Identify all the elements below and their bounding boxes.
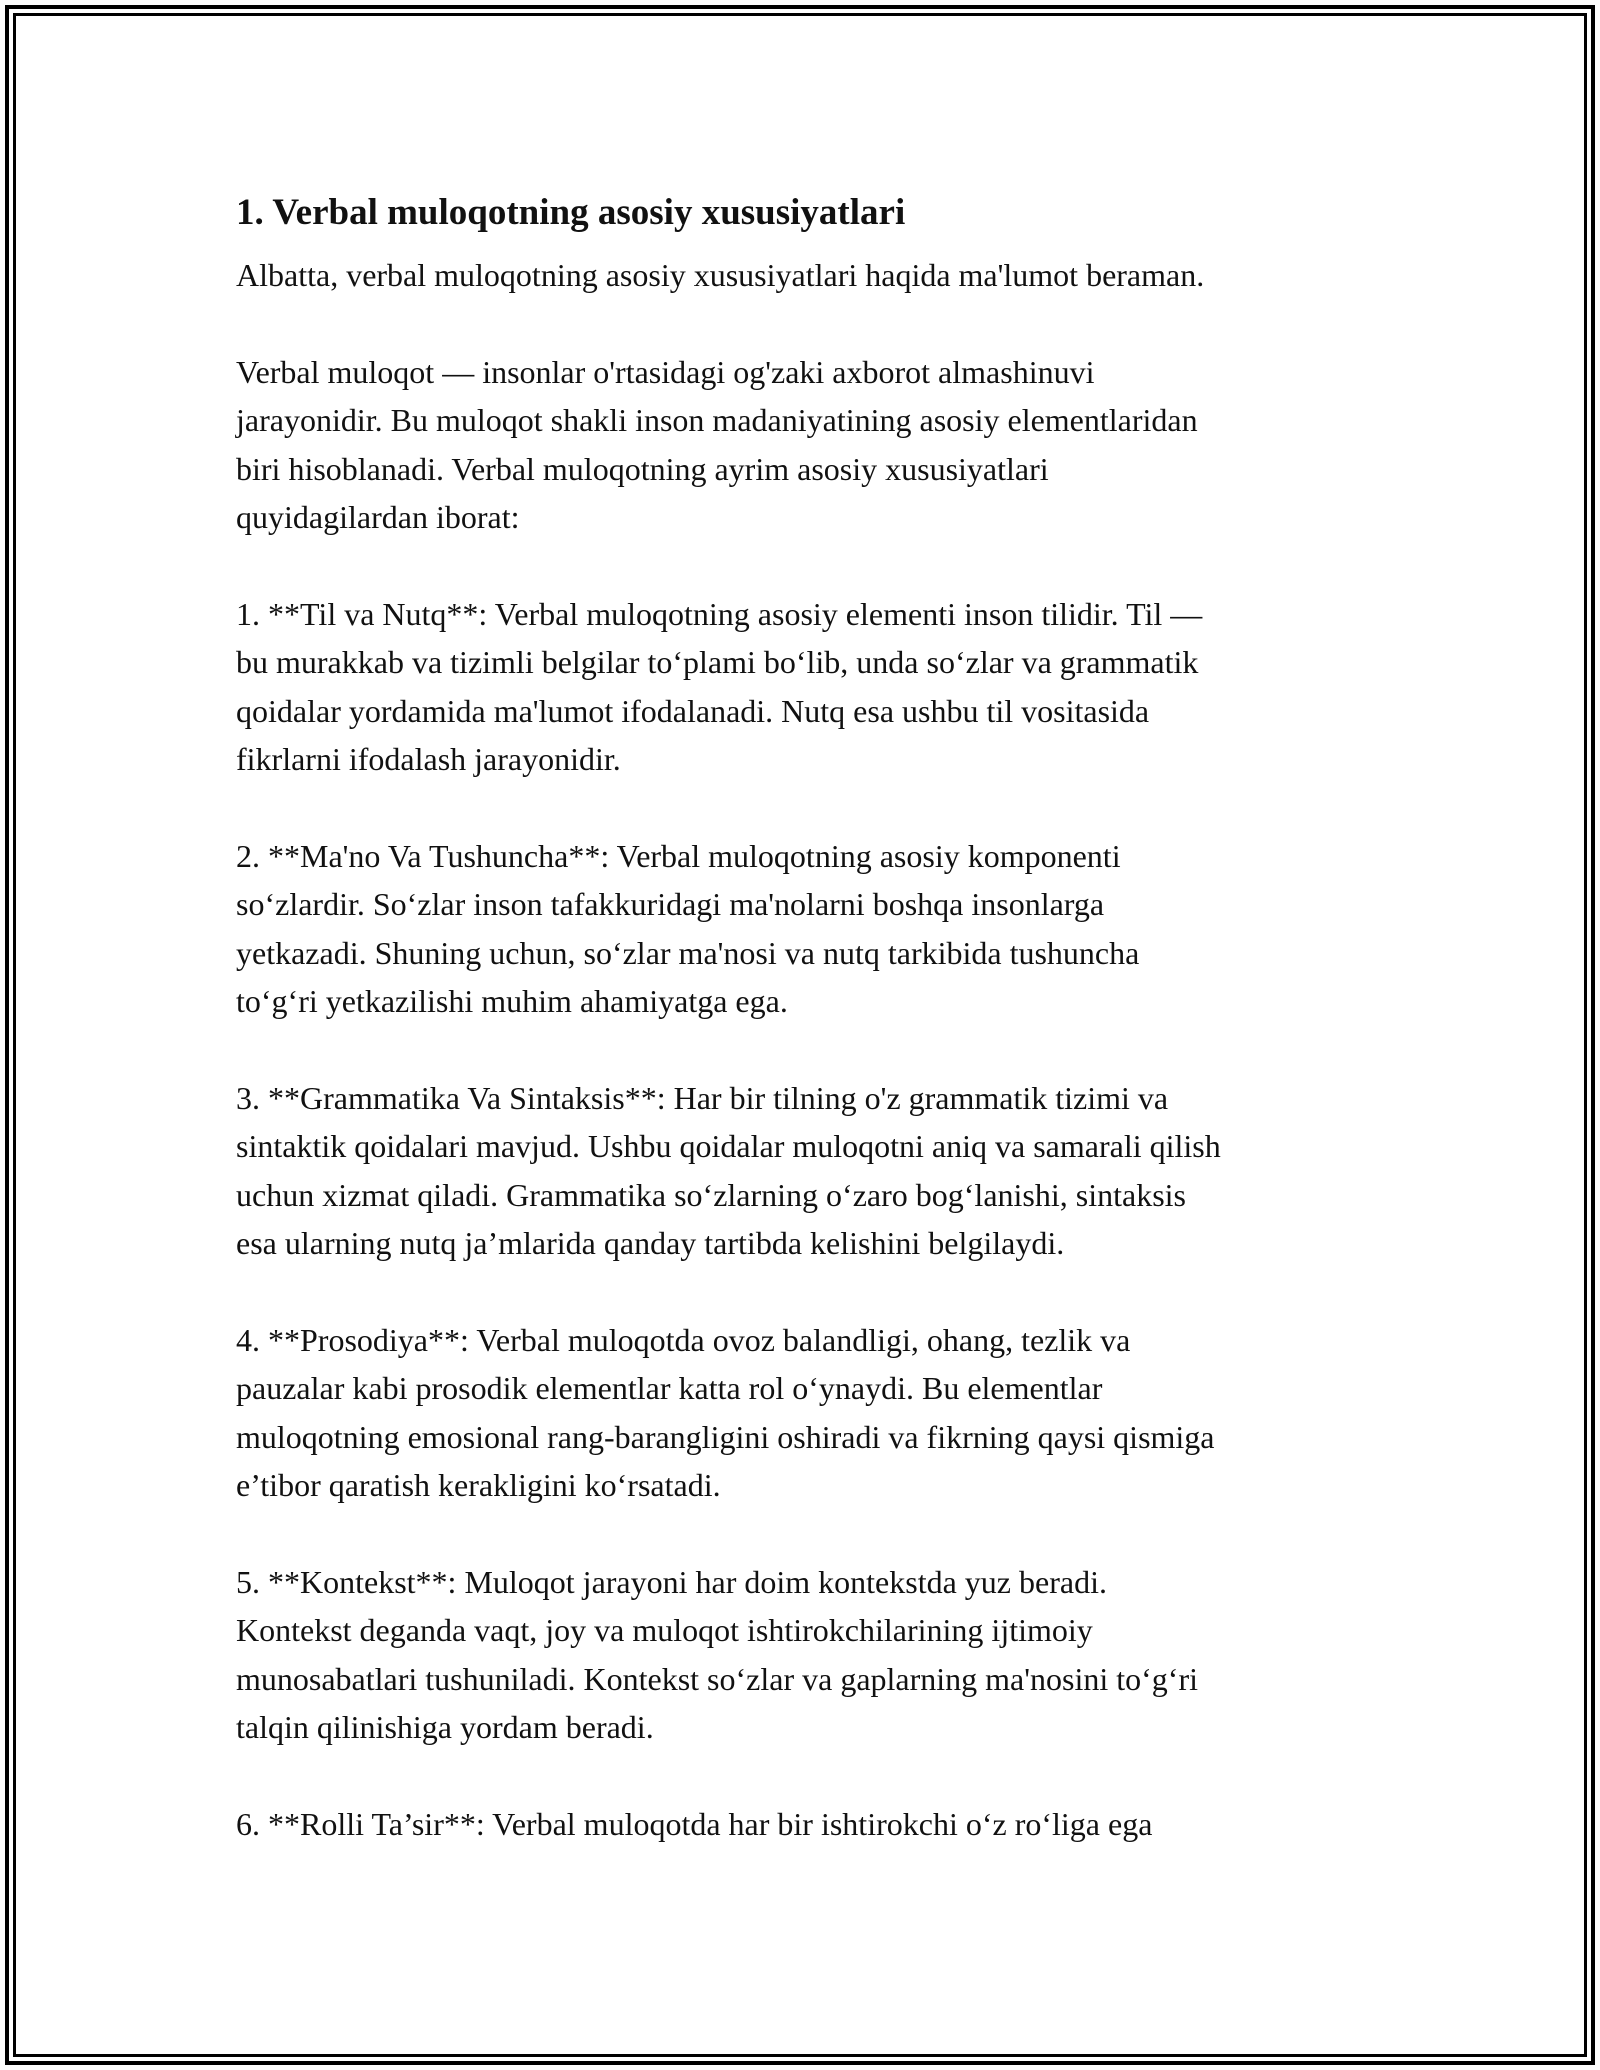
text-line: talqin qilinishiga yordam beradi. [236,1709,654,1745]
intro-paragraph [236,251,1396,300]
text-line: 2. **Ma'no Va Tushuncha**: Verbal muloqotning asosiy komponenti [236,837,1121,874]
text-line: quyidagilardan iborat: [236,499,520,535]
text-line: qoidalar yordamida ma'lumot ifodalanadi. Nutq esa ushbu til vositasida [236,692,1150,729]
definition-paragraph [236,348,1396,542]
text-line: 4. **Prosodiya**: Verbal muloqotda ovoz balandligi, ohang, tezlik va [236,1321,1131,1358]
text-line: 6. **Rolli Ta’sir**: Verbal muloqotda har bir ishtirokchi o‘z ro‘liga ega [236,1805,1153,1842]
text-line: so‘zlardir. So‘zlar inson tafakkuridagi ma'nolarni boshqa insonlarga [236,886,1105,922]
document-body [236,185,1396,1896]
text-line: pauzalar kabi prosodik elementlar katta rol o‘ynaydi. Bu elementlar [236,1370,1103,1406]
text-line: Albatta, verbal muloqotning asosiy xususiyatlari haqida ma'lumot beraman. [236,257,1205,293]
text-line: Kontekst deganda vaqt, joy va muloqot ishtirokchilarining ijtimoiy [236,1612,1093,1648]
text-line: bu murakkab va tizimli belgilar to‘plami bo‘lib, unda so‘zlar va grammatik [236,644,1199,680]
text-line: sintaktik qoidalari mavjud. Ushbu qoidalar muloqotni aniq va samarali qilish [236,1128,1221,1164]
text-line: 5. **Kontekst**: Muloqot jarayoni har doim kontekstda yuz beradi. [236,1563,1107,1600]
text-line: 1. **Til va Nutq**: Verbal muloqotning asosiy elementi inson tilidir. Til — [236,595,1203,632]
text-line: esa ularning nutq ja’mlarida qanday tartibda kelishini belgilaydi. [236,1225,1065,1261]
list-item-prosodiya [236,1316,1396,1510]
text-line: biri hisoblanadi. Verbal muloqotning ayrim asosiy xususiyatlari [236,450,1049,487]
text-line: fikrlarni ifodalash jarayonidir. [236,741,621,777]
text-line: munosabatlari tushuniladi. Kontekst so‘zlar va gaplarning ma'nosini to‘g‘ri [236,1660,1198,1697]
text-line: jarayonidir. Bu muloqot shakli inson madaniyatining asosiy elementlaridan [236,402,1198,438]
document-title: 1. Verbal muloqotning asosiy xususiyatlari [236,192,906,233]
text-line: uchun xizmat qiladi. Grammatika so‘zlarning o‘zaro bog‘lanishi, sintaksis [236,1176,1186,1213]
text-line: Verbal muloqot — insonlar o'rtasidagi og'zaki axborot almashinuvi [236,353,1095,390]
text-line: muloqotning emosional rang-barangligini oshiradi va fikrning qaysi qismiga [236,1418,1215,1455]
list-item-grammatika-va-sintaksis [236,1074,1396,1268]
list-item-kontekst [236,1558,1396,1752]
list-item-til-va-nutq [236,590,1396,784]
text-line: yetkazadi. Shuning uchun, so‘zlar ma'nosi va nutq tarkibida tushuncha [236,934,1140,971]
text-line: 3. **Grammatika Va Sintaksis**: Har bir tilning o'z grammatik tizimi va [236,1079,1169,1116]
text-line: e’tibor qaratish kerakligini ko‘rsatadi. [236,1467,721,1503]
text-line: to‘g‘ri yetkazilishi muhim ahamiyatga ega. [236,983,788,1019]
list-item-rolli-tasir [236,1800,1396,1849]
list-item-mano-va-tushuncha [236,832,1396,1026]
